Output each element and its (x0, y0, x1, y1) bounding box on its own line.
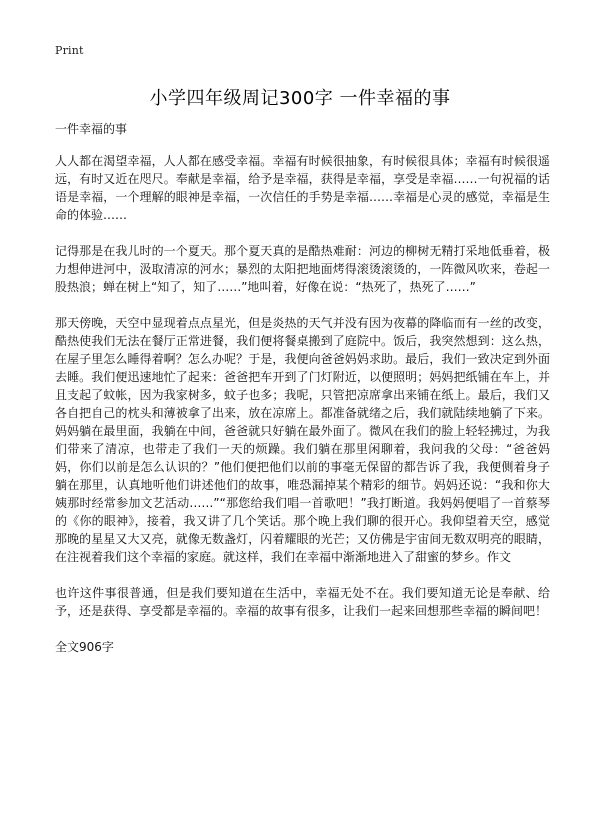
word-count: 全文906字 (55, 640, 114, 654)
paragraph-evening: 那天傍晚，天空中显现着点点星光，但是炎热的天气并没有因为夜幕的降临而有一丝的改变，酷热使我们无法在餐厅正常进餐，我们便将餐桌搬到了庭院中。饭后，我突然想到：这么热，在屋子里怎么睡得着啊？怎么办呢？于是，我便向爸爸妈妈求助。最后，我们一致决定到外面去睡。我们便迅速地忙了起来：爸爸把车开到了门灯附近，以便照明；妈妈把纸铺在车上，并且支起了蚊帐，因为我家树多，蚊子也多；我呢，只管把凉席拿出来铺在纸上。最后，我们又各自把自己的枕头和薄被拿了出来，放在凉席上。都准备就绪之后，我们就陆续地躺了下来。妈妈躺在最里面，我躺在中间，爸爸就只好躺在最外面了。微风在我们的脸上轻轻拂过，为我们带来了清凉，也带走了我们一天的烦躁。我们躺在那里闲聊着，我问我的父母：“爸爸妈妈，你们以前是怎么认识的？”他们便把他们以前的事毫无保留的都告诉了我，我便侧着身子躺在那里，认真地听他们讲述他们的故事，唯恐漏掉某个精彩的细节。妈妈还说：“我和你大姨那时经常参加文艺活动……”“那您给我们唱一首歌吧！”我打断道。我妈妈便唱了一首蔡琴的《你的眼神》，接着，我又讲了几个笑话。那个晚上我们聊的很开心。我仰望着天空，感觉那晚的星星又大又亮，就像无数盏灯，闪着耀眼的光芒；又仿佛是宇宙间无数双明亮的眼睛，在注视着我们这个幸福的家庭。就这样，我们在幸福中渐渐地进入了甜蜜的梦乡。作文 (55, 316, 550, 564)
paragraph-summer: 记得那是在我儿时的一个夏天。那个夏天真的是酷热难耐：河边的柳树无精打采地低垂着，极力想伸进河中，汲取清凉的河水；暴烈的太阳把地面烤得滚烫滚烫的，一阵微风吹来，卷起一股热浪；蝉在树上“知了，知了……”地叫着，好像在说：“热死了，热死了……” (55, 244, 550, 294)
article-subtitle: 一件幸福的事 (55, 122, 128, 136)
paragraph-intro: 人人都在渴望幸福，人人都在感受幸福。幸福有时候很抽象，有时候很具体；幸福有时候很遥远，有时又近在咫尺。奉献是幸福，给予是幸福，获得是幸福，享受是幸福……一句祝福的话语是幸福，一个理解的眼神是幸福，一次信任的手势是幸福……幸福是心灵的感觉，幸福是生命的体验…… (55, 154, 550, 222)
paragraph-conclusion: 也许这件事很普通，但是我们要知道在生活中，幸福无处不在。我们要知道无论是奉献、给予，还是获得、享受都是幸福的。幸福的故事有很多，让我们一起来回想那些幸福的瞬间吧！ (55, 586, 550, 618)
article-body (55, 120, 550, 656)
page-title: 小学四年级周记300字 一件幸福的事 (149, 88, 451, 109)
print-link[interactable]: Print (55, 44, 84, 57)
